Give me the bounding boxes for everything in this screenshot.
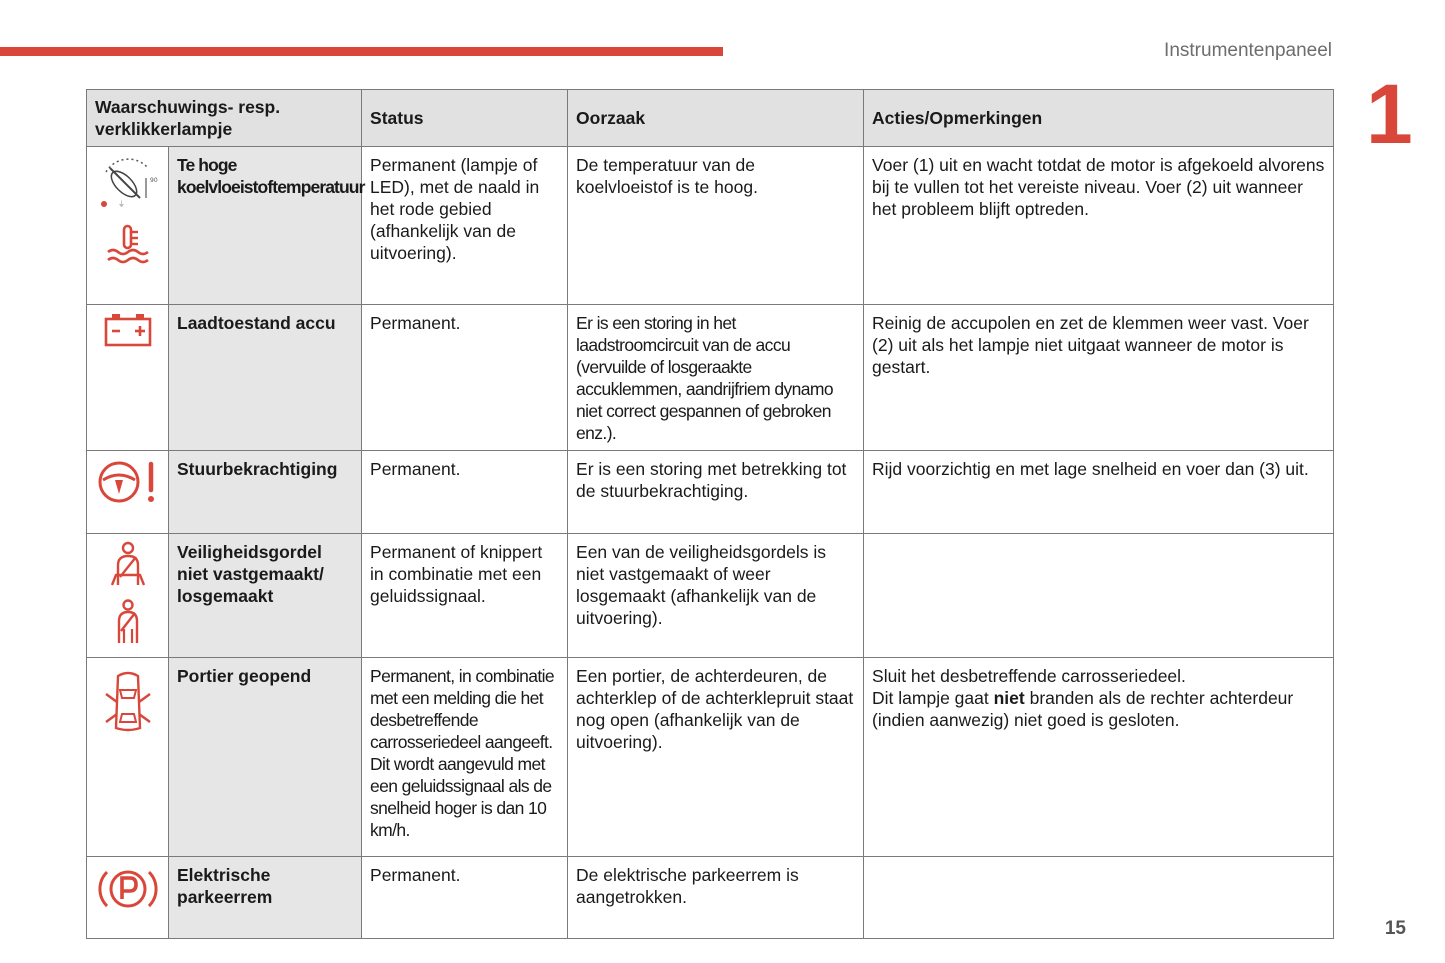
lamp-name: Te hoge koelvloeistoftemperatuur	[169, 147, 362, 305]
section-title: Instrumentenpaneel	[1164, 40, 1332, 61]
cause-text: De temperatuur van de koelvloeistof is te hoog.	[568, 147, 864, 305]
actions-line-2-start: Dit lampje gaat	[872, 688, 994, 708]
table-row	[87, 534, 1334, 658]
icon-cell	[87, 147, 169, 305]
icon-cell	[87, 451, 169, 534]
status-text: Permanent.	[362, 857, 568, 939]
status-text: Permanent.	[362, 451, 568, 534]
lamp-name: Veiligheidsgordel niet vastgemaakt/ losgemaakt	[169, 534, 362, 658]
cause-text: De elektrische parkeerrem is aangetrokken.	[568, 857, 864, 939]
page-number: 15	[1384, 918, 1406, 939]
table-row	[87, 147, 1334, 305]
table-header-row	[87, 90, 1334, 147]
coolant-temperature-icon	[105, 224, 151, 268]
actions-text	[864, 857, 1334, 939]
cause-text: Er is een storing met betrekking tot de stuurbekrachtiging.	[568, 451, 864, 534]
status-text: Permanent (lampje of LED), met de naald in het rode gebied (afhankelijk van de uitvoering).	[362, 147, 568, 305]
actions-line-2	[872, 687, 1325, 731]
actions-text	[864, 534, 1334, 658]
actions-line-1: Sluit het desbetreffende carrosseriedeel.	[872, 666, 1186, 686]
column-header-status: Status	[362, 90, 568, 147]
actions-emphasis: niet	[993, 688, 1025, 708]
icon-cell	[87, 534, 169, 658]
actions-line-2-end: branden als de rechter achterdeur (indien aanwezig) niet goed is gesloten.	[872, 688, 1294, 730]
door-open-icon	[103, 670, 153, 734]
table-row	[87, 451, 1334, 534]
status-text: Permanent of knippert in combinatie met een geluidssignaal.	[362, 534, 568, 658]
column-header-lamp: Waarschuwings- resp. verklikkerlampje	[87, 90, 362, 147]
lamp-name: Laadtoestand accu	[169, 305, 362, 451]
lamp-name: Portier geopend	[169, 658, 362, 857]
cause-text: Een van de veiligheidsgordels is niet vastgemaakt of weer losgemaakt (afhankelijk van de uitvoering).	[568, 534, 864, 658]
actions-text: Voer (1) uit en wacht totdat de motor is afgekoeld alvorens bij te vullen tot het vereiste niveau. Voer (2) uit wanneer het probleem blijft optreden.	[864, 147, 1334, 305]
status-text: Permanent.	[362, 305, 568, 451]
battery-icon	[104, 312, 152, 348]
chapter-number: 1	[1366, 67, 1413, 161]
column-header-cause: Oorzaak	[568, 90, 864, 147]
seatbelt-passenger-icon	[112, 599, 144, 645]
lamp-name: Stuurbekrachtiging	[169, 451, 362, 534]
table-row	[87, 857, 1334, 939]
icon-cell	[87, 658, 169, 857]
lamp-name: Elektrische parkeerrem	[169, 857, 362, 939]
icon-cell	[87, 305, 169, 451]
svg-text:90: 90	[149, 177, 158, 184]
cause-text: Een portier, de achterdeuren, de achterklep of de achterklepruit staat nog open (afhankelijk van de uitvoering).	[568, 658, 864, 857]
actions-text	[864, 658, 1334, 857]
column-header-actions: Acties/Opmerkingen	[864, 90, 1334, 147]
seatbelt-driver-icon	[108, 541, 148, 589]
table-row	[87, 658, 1334, 857]
temperature-gauge-icon	[96, 154, 160, 210]
cause-text: Er is een storing in het laadstroomcircuit van de accu (vervuilde of losgeraakte accuklemmen, aandrijfriem dynamo niet correct gespannen of gebroken enz.).	[568, 305, 864, 451]
icon-cell	[87, 857, 169, 939]
svg-text:⏚: ⏚	[117, 200, 125, 208]
actions-text: Reinig de accupolen en zet de klemmen weer vast. Voer (2) uit als het lampje niet uitgaat wanneer de motor is gestart.	[864, 305, 1334, 451]
status-text: Permanent, in combinatie met een melding die het desbetreffende carrosseriedeel aangeeft. Dit wordt aangevuld met een geluidssignaal als de snelheid hoger is dan 10 km/h.	[362, 658, 568, 857]
table-row	[87, 305, 1334, 451]
header-accent-bar	[0, 47, 723, 56]
actions-text: Rijd voorzichtig en met lage snelheid en voer dan (3) uit.	[864, 451, 1334, 534]
parking-brake-icon	[97, 864, 159, 914]
warning-lamps-table	[86, 89, 1334, 939]
power-steering-icon	[97, 458, 159, 506]
